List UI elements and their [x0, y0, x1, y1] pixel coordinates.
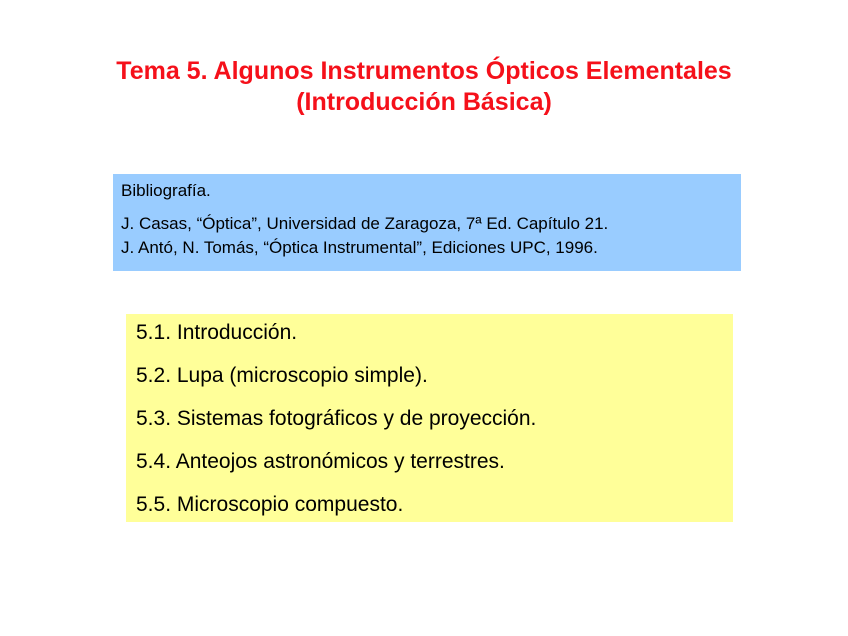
bibliography-reference: J. Casas, “Óptica”, Universidad de Zaragoza, 7ª Ed. Capítulo 21. [121, 214, 609, 233]
bibliography-box [113, 174, 741, 271]
topic-item: 5.2. Lupa (microscopio simple). [136, 364, 428, 387]
slide-title-line-2: (Introducción Básica) [296, 88, 552, 116]
slide-title-line-1: Tema 5. Algunos Instrumentos Ópticos Elementales [116, 57, 732, 85]
slide-title [0, 56, 848, 118]
topics-box [126, 314, 733, 522]
bibliography-heading: Bibliografía. [121, 181, 211, 200]
topic-item: 5.4. Anteojos astronómicos y terrestres. [136, 450, 505, 473]
topic-item: 5.1. Introducción. [136, 321, 298, 344]
topic-item: 5.3. Sistemas fotográficos y de proyección. [136, 407, 537, 430]
topic-item: 5.5. Microscopio compuesto. [136, 493, 404, 516]
bibliography-reference: J. Antó, N. Tomás, “Óptica Instrumental”, Ediciones UPC, 1996. [121, 238, 598, 257]
